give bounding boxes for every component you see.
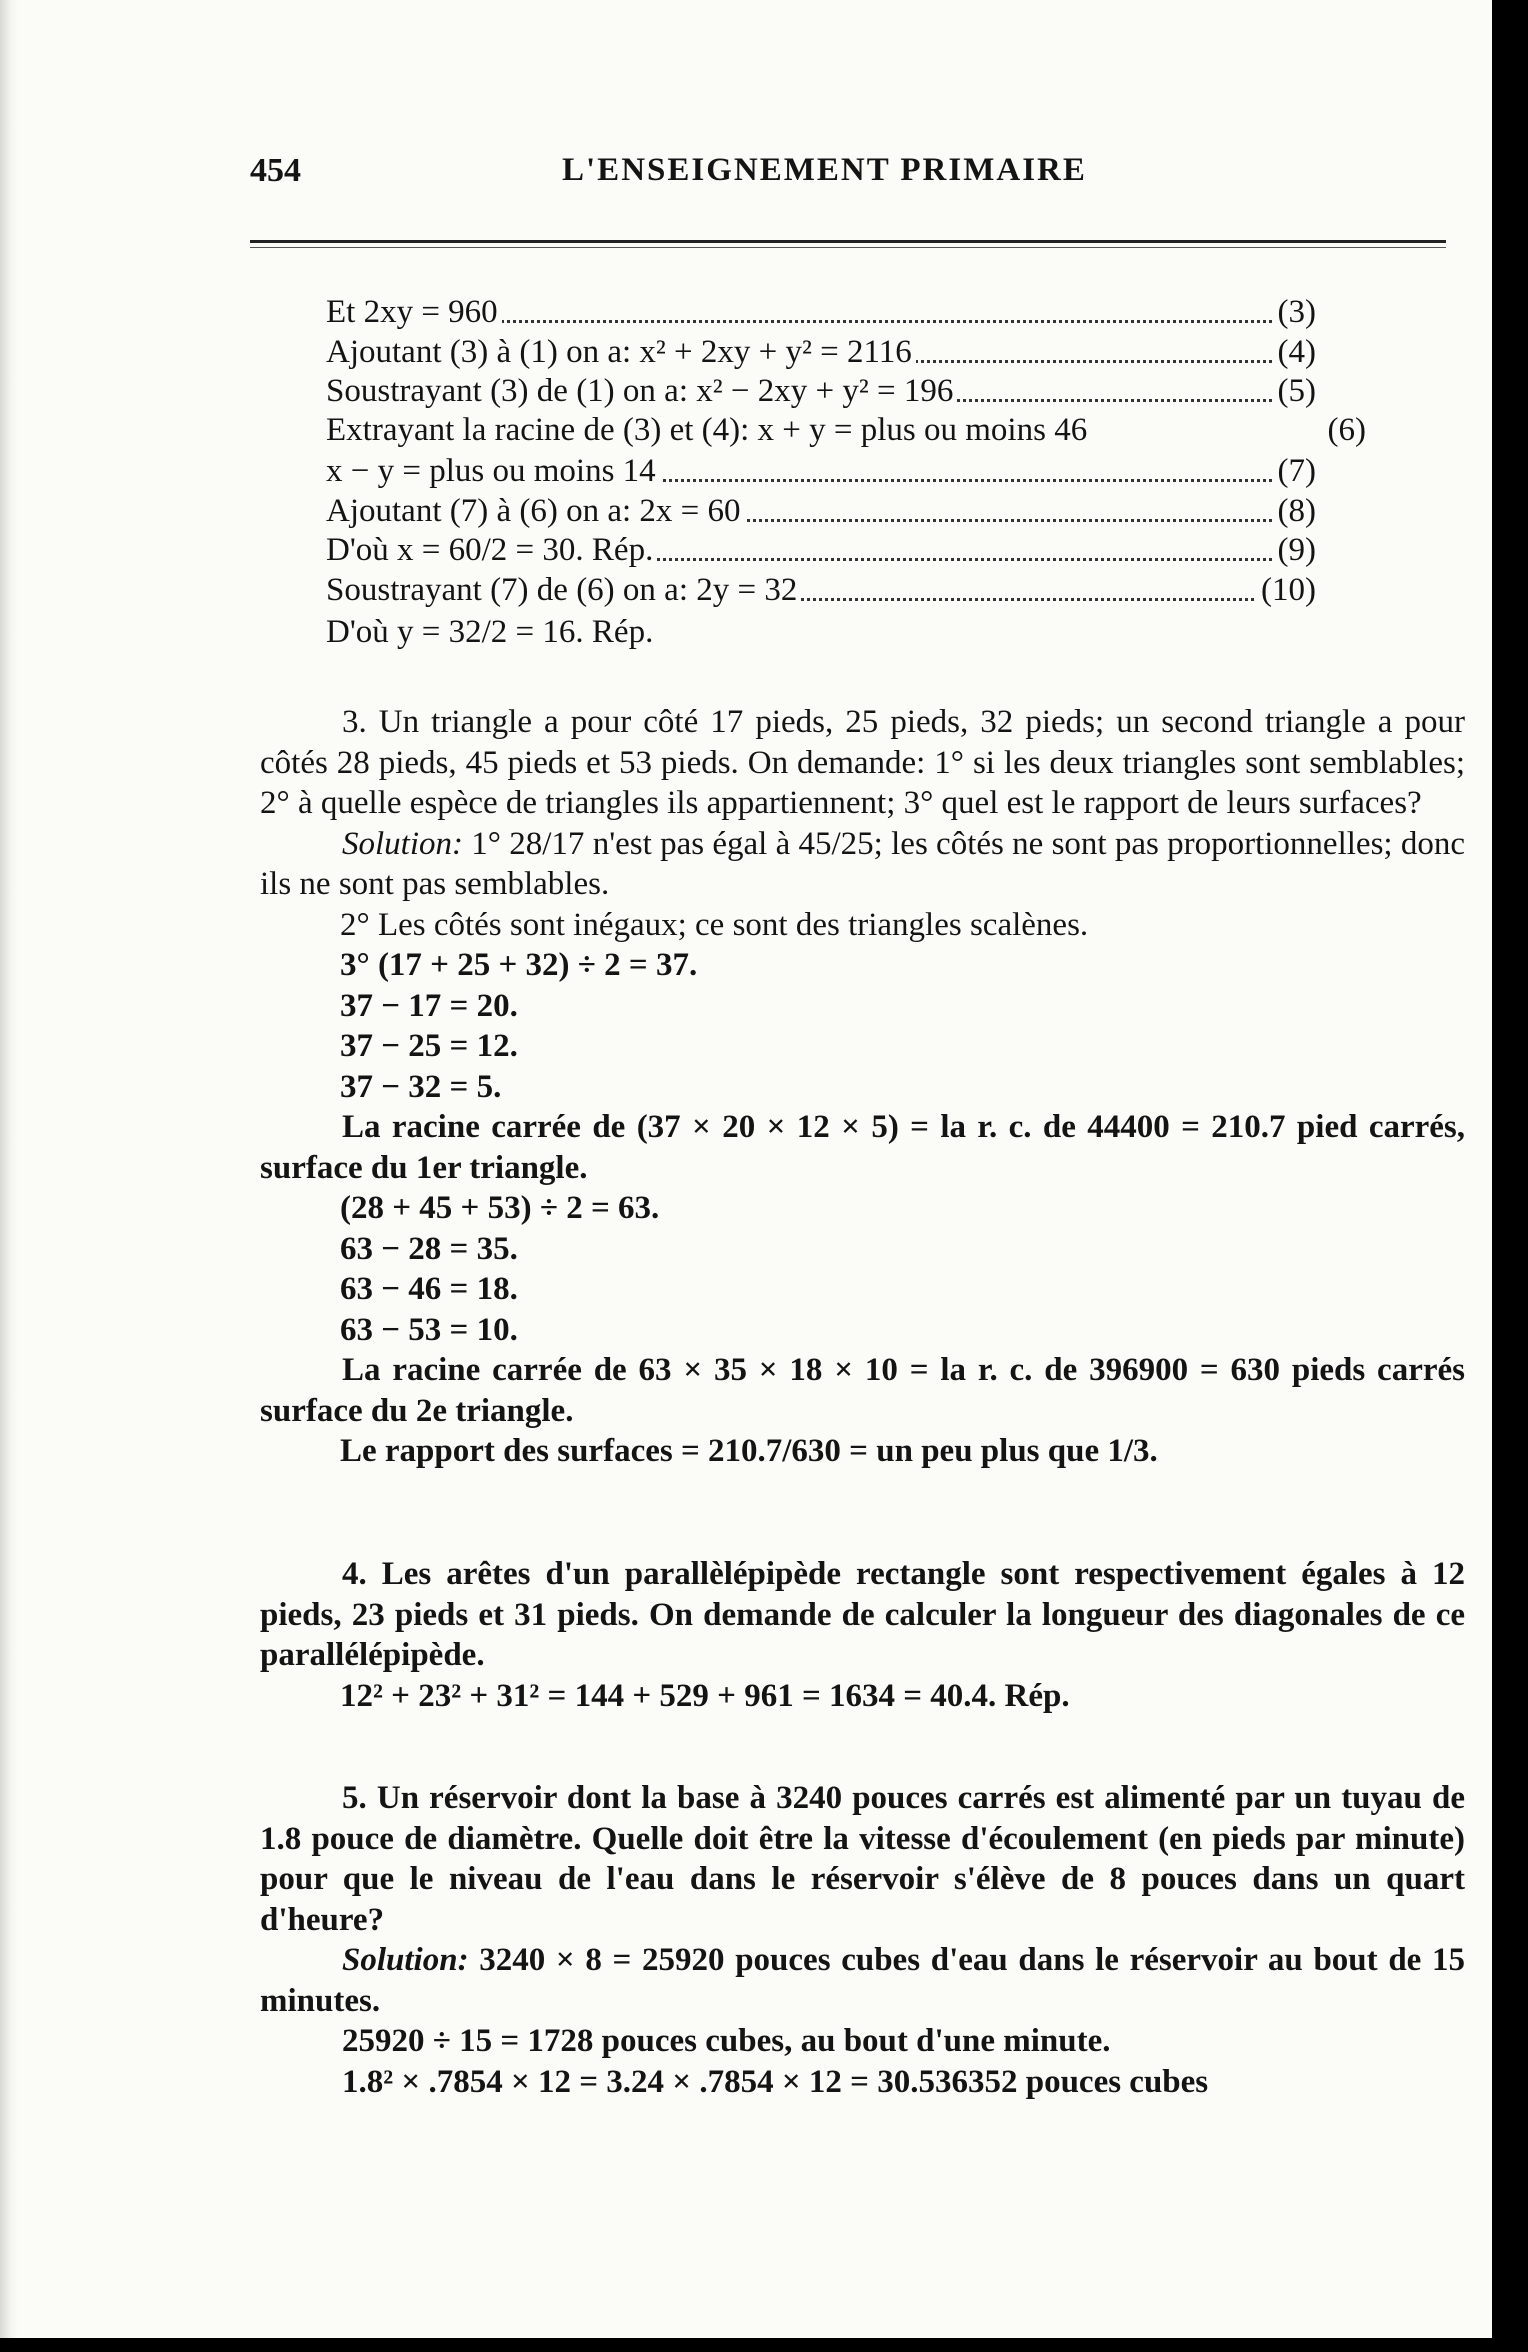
page-edge-shadow — [0, 0, 18, 2340]
page-number: 454 — [250, 152, 301, 189]
equation-line: D'où y = 32/2 = 16. Rép. — [326, 612, 1316, 652]
calc-line: 25920 ÷ 15 = 1728 pouces cubes, au bout d'une minute. — [342, 2023, 1111, 2059]
problem-statement: 3. Un triangle a pour côté 17 pieds, 25 pieds, 32 pieds; un second triangle a pour côtés 28 pieds, 45 pieds et 53 pieds. On demande: 1° si les deux triangles sont semblables; 2° à quelle espèce de triangles ils appartiennent; 3° quel est le rapport de leurs surfaces? — [260, 704, 1465, 821]
result-line: La racine carrée de (37 × 20 × 12 × 5) = la r. c. de 44400 = 210.7 pied carrés, surface du 1er triangle. — [260, 1109, 1465, 1186]
solution-label: Solution: — [342, 825, 463, 862]
solution-paragraph: Solution: 1° 28/17 n'est pas égal à 45/25; les côtés ne sont pas proportionnelles; donc ils ne sont pas semblables. — [260, 825, 1465, 902]
calc-line: 37 − 17 = 20. — [340, 987, 518, 1024]
equation-line: Et 2xy = 960 (3) — [326, 294, 1316, 330]
problem-5 — [260, 1778, 1465, 2102]
calc-line: 63 − 53 = 10. — [340, 1311, 518, 1348]
equation-line: Soustrayant (3) de (1) on a: x² − 2xy + y² = 196 (5) — [326, 373, 1316, 409]
result-line: La racine carrée de 63 × 35 × 18 × 10 = la r. c. de 396900 = 630 pieds carrés surface du 2e triangle. — [260, 1352, 1465, 1429]
answer-line: 12² + 23² + 31² = 144 + 529 + 961 = 1634 = 40.4. Rép. — [340, 1677, 1070, 1714]
solution-label: Solution: — [342, 1942, 469, 1978]
problem-4 — [260, 1554, 1465, 1716]
page-header — [250, 152, 1445, 202]
equation-line: D'où x = 60/2 = 30. Rép. (9) — [326, 532, 1316, 568]
calc-line: 1.8² × .7854 × 12 = 3.24 × .7854 × 12 = 30.536352 pouces cubes — [342, 2063, 1209, 2100]
equation-line: Ajoutant (3) à (1) on a: x² + 2xy + y² = 2116 (4) — [326, 334, 1316, 370]
calc-line: (28 + 45 + 53) ÷ 2 = 63. — [340, 1190, 660, 1226]
calc-line: 63 − 46 = 18. — [340, 1271, 518, 1307]
problem-statement: 4. Les arêtes d'un parallèlépipède rectangle sont respectivement égales à 12 pieds, 23 pieds et 31 pieds. On demande de calculer la longueur des diagonales de ce parallélépipède. — [260, 1556, 1465, 1673]
calc-line: 63 − 28 = 35. — [340, 1230, 518, 1267]
equation-line: Ajoutant (7) à (6) on a: 2x = 60 (8) — [326, 493, 1316, 529]
calc-line: 37 − 32 = 5. — [340, 1068, 502, 1105]
equation-line: x − y = plus ou moins 14 (7) — [326, 453, 1316, 489]
solution-line: 2° Les côtés sont inégaux; ce sont des triangles scalènes. — [340, 906, 1089, 943]
problem-3 — [260, 702, 1465, 1472]
calc-line: 3° (17 + 25 + 32) ÷ 2 = 37. — [340, 947, 698, 983]
header-rule — [250, 240, 1446, 243]
equation-line: Soustrayant (7) de (6) on a: 2y = 32 (10) — [326, 572, 1316, 608]
header-rule-thin — [250, 247, 1446, 248]
equation-line: Extrayant la racine de (3) et (4): x + y = plus ou moins 46 (6) — [326, 412, 1366, 448]
scan-border-right — [1492, 0, 1528, 2352]
ratio-line: Le rapport des surfaces = 210.7/630 = un peu plus que 1/3. — [340, 1433, 1158, 1469]
solution-paragraph: Solution: 3240 × 8 = 25920 pouces cubes d'eau dans le réservoir au bout de 15 minutes. — [260, 1942, 1465, 2019]
problem-statement: 5. Un réservoir dont la base à 3240 pouces carrés est alimenté par un tuyau de 1.8 pouce de diamètre. Quelle doit être la vitesse d'écoulement (en pieds par minute) pour que le niveau de l'eau dans le réservoir s'élève de 8 pouces dans un quart d'heure? — [260, 1780, 1465, 1938]
running-title: L'ENSEIGNEMENT PRIMAIRE — [562, 152, 1087, 188]
calc-line: 37 − 25 = 12. — [340, 1028, 518, 1064]
scan-border-bottom — [0, 2338, 1528, 2352]
